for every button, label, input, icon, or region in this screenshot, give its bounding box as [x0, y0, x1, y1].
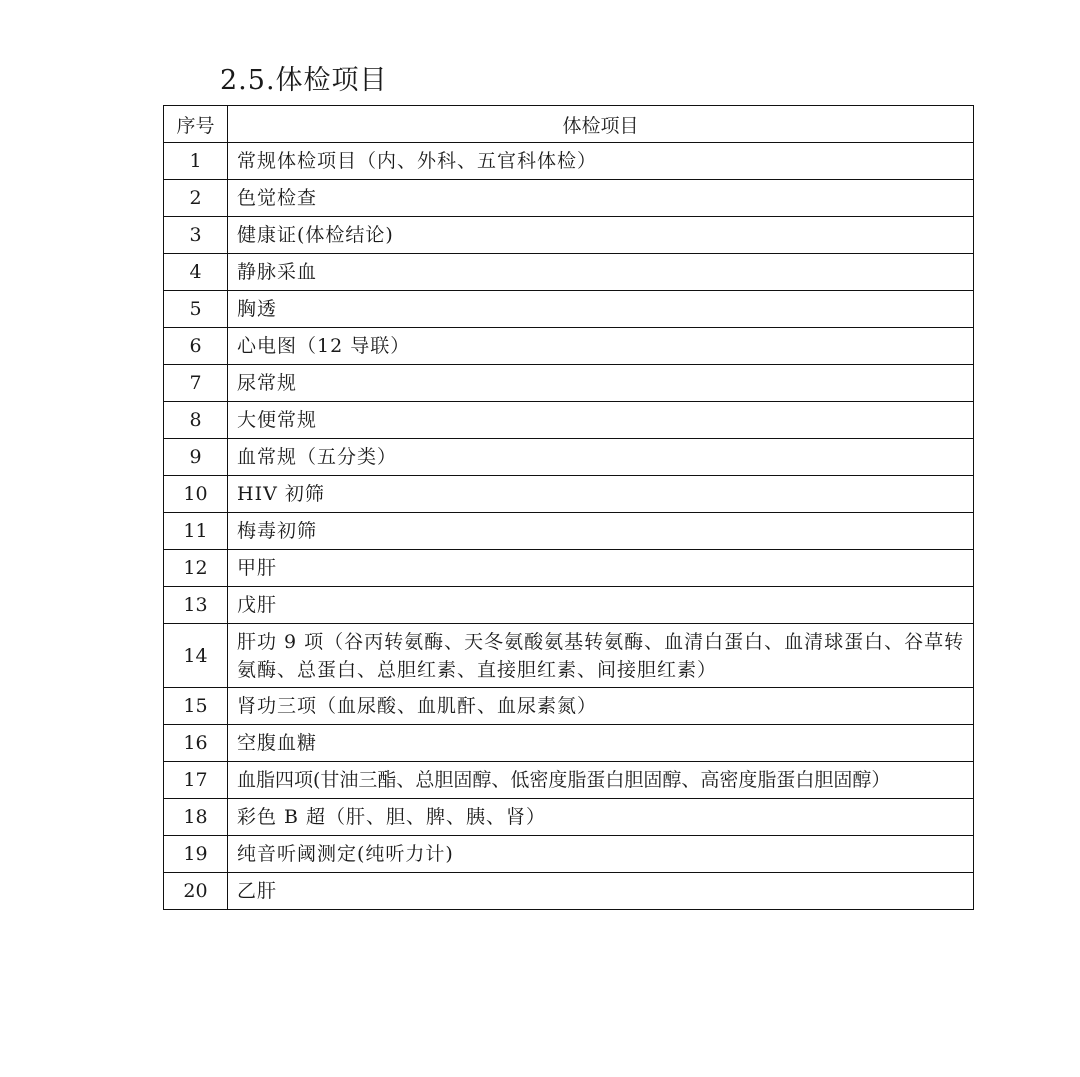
- table-row: [164, 873, 974, 910]
- exam-item-name: HIV 初筛: [228, 476, 974, 513]
- table-row: [164, 513, 974, 550]
- exam-item-name: 色觉检查: [228, 180, 974, 217]
- row-number: 6: [164, 328, 228, 365]
- table-row: [164, 476, 974, 513]
- exam-item-name: 常规体检项目（内、外科、五官科体检）: [228, 143, 974, 180]
- table-row: [164, 725, 974, 762]
- row-number: 4: [164, 254, 228, 291]
- table-row: [164, 180, 974, 217]
- header-serial-number: 序号: [164, 106, 228, 143]
- row-number: 2: [164, 180, 228, 217]
- row-number: 14: [164, 624, 228, 688]
- row-number: 9: [164, 439, 228, 476]
- header-exam-item: 体检项目: [228, 106, 974, 143]
- row-number: 17: [164, 762, 228, 799]
- exam-item-name: 戊肝: [228, 587, 974, 624]
- table-row: [164, 291, 974, 328]
- table-row: [164, 439, 974, 476]
- exam-item-name: 心电图（12 导联）: [228, 328, 974, 365]
- row-number: 7: [164, 365, 228, 402]
- table-row: [164, 587, 974, 624]
- table-row: [164, 402, 974, 439]
- row-number: 1: [164, 143, 228, 180]
- exam-item-name: 尿常规: [228, 365, 974, 402]
- exam-item-name: 胸透: [228, 291, 974, 328]
- exam-item-name: 纯音听阈测定(纯听力计): [228, 836, 974, 873]
- row-number: 18: [164, 799, 228, 836]
- table-row: [164, 624, 974, 688]
- exam-item-name: 梅毒初筛: [228, 513, 974, 550]
- exam-item-name: 血常规（五分类）: [228, 439, 974, 476]
- table-row: [164, 217, 974, 254]
- row-number: 15: [164, 688, 228, 725]
- table-row: [164, 799, 974, 836]
- exam-item-name: 大便常规: [228, 402, 974, 439]
- exam-item-name: 彩色 B 超（肝、胆、脾、胰、肾）: [228, 799, 974, 836]
- table-row: [164, 688, 974, 725]
- row-number: 10: [164, 476, 228, 513]
- table-row: [164, 328, 974, 365]
- exam-item-name: 空腹血糖: [228, 725, 974, 762]
- exam-item-name: 血脂四项(甘油三酯、总胆固醇、低密度脂蛋白胆固醇、高密度脂蛋白胆固醇）: [228, 762, 974, 799]
- table-row: [164, 143, 974, 180]
- table-row: [164, 836, 974, 873]
- row-number: 13: [164, 587, 228, 624]
- row-number: 11: [164, 513, 228, 550]
- row-number: 16: [164, 725, 228, 762]
- table-header-row: [164, 106, 974, 143]
- row-number: 8: [164, 402, 228, 439]
- row-number: 12: [164, 550, 228, 587]
- exam-item-name: 乙肝: [228, 873, 974, 910]
- row-number: 20: [164, 873, 228, 910]
- table-row: [164, 365, 974, 402]
- row-number: 19: [164, 836, 228, 873]
- exam-item-name: 甲肝: [228, 550, 974, 587]
- exam-item-name: 健康证(体检结论): [228, 217, 974, 254]
- table-row: [164, 254, 974, 291]
- exam-item-name: 肝功 9 项（谷丙转氨酶、天冬氨酸氨基转氨酶、血清白蛋白、血清球蛋白、谷草转氨酶、总蛋白、总胆红素、直接胆红素、间接胆红素）: [228, 624, 974, 688]
- exam-item-name: 肾功三项（血尿酸、血肌酐、血尿素氮）: [228, 688, 974, 725]
- table-row: [164, 550, 974, 587]
- section-title: 2.5.体检项目: [220, 65, 388, 96]
- row-number: 5: [164, 291, 228, 328]
- table-row: [164, 762, 974, 799]
- exam-items-table: [163, 105, 974, 910]
- row-number: 3: [164, 217, 228, 254]
- exam-item-name: 静脉采血: [228, 254, 974, 291]
